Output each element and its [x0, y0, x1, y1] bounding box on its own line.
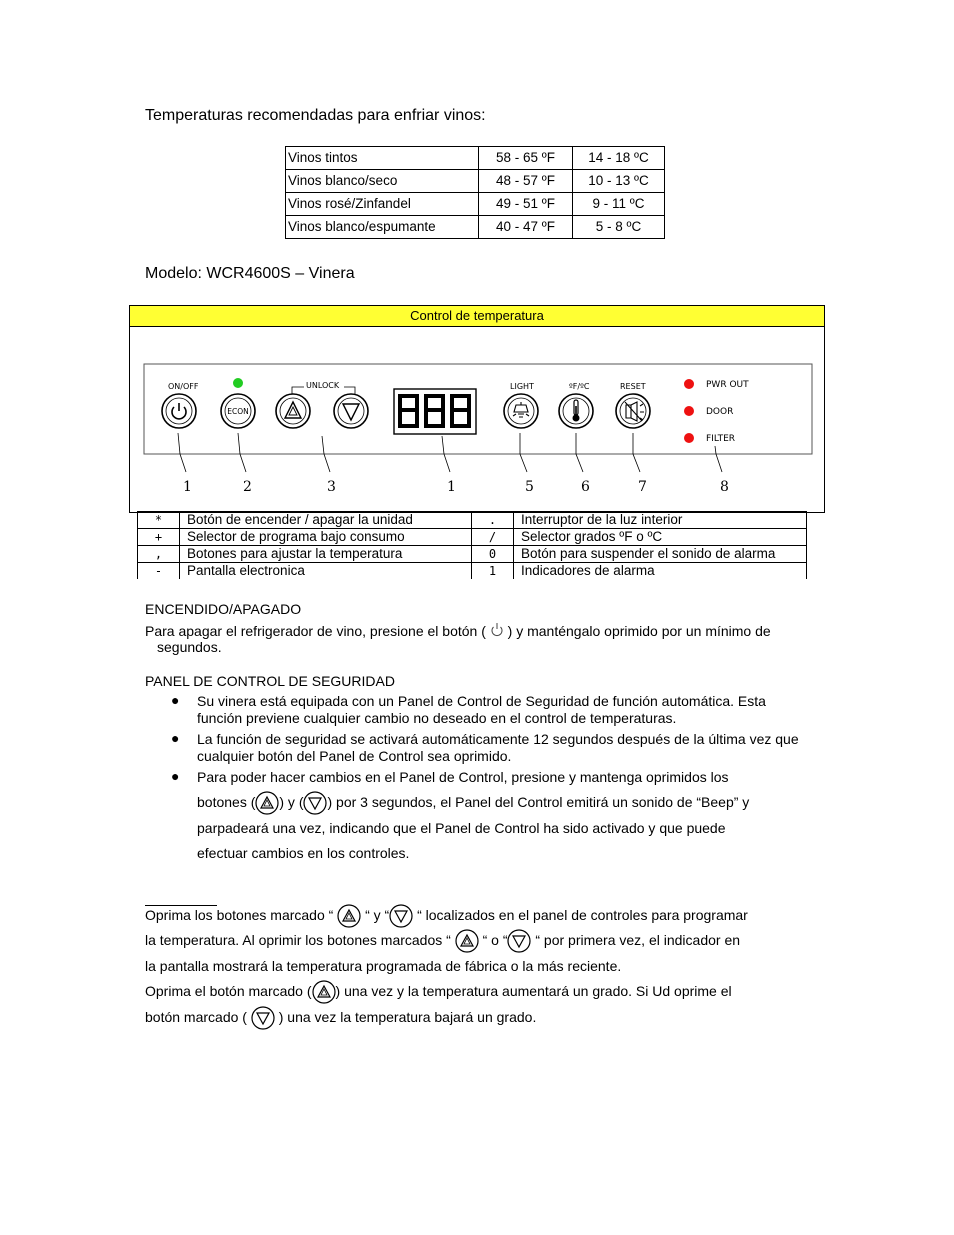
- security-bullet-3-line-4: efectuar cambios en los controles.: [197, 845, 410, 861]
- econ-led-icon: [233, 378, 243, 388]
- fc-label: ºF/ºC: [569, 382, 590, 391]
- temp-c: 5 - 8 ºC: [573, 216, 665, 239]
- onoff-text-c: segundos.: [157, 639, 222, 655]
- temp-up-button[interactable]: [276, 394, 310, 428]
- wine-type: Vinos tintos: [286, 147, 479, 170]
- legend-key: 1: [472, 563, 514, 580]
- temp-line-4: [145, 979, 732, 1004]
- legend-key: ,: [138, 546, 180, 563]
- temp-f: 48 - 57 ºF: [479, 170, 573, 193]
- temperature-display: [394, 389, 476, 434]
- callout-number: 1: [447, 479, 456, 495]
- callout-number: 2: [243, 479, 252, 495]
- security-bullet-2: La función de seguridad se activará automáticamente 12 segundos después de la última vez que cualquier botón del Panel de Control sea oprimido.: [197, 731, 799, 764]
- page-title: Temperaturas recomendadas para enfriar vinos:: [145, 107, 486, 124]
- temp-f: 58 - 65 ºF: [479, 147, 573, 170]
- light-button[interactable]: [504, 394, 538, 428]
- onoff-text-a: Para apagar el refrigerador de vino, presione el botón (: [145, 623, 486, 639]
- pwr-out-led-icon: [684, 379, 694, 389]
- table-row: [138, 529, 807, 546]
- bullet-icon: ●: [171, 692, 180, 708]
- wine-type: Vinos rosé/Zinfandel: [286, 193, 479, 216]
- legend-desc: Botón de encender / apagar la unidad: [180, 512, 472, 529]
- panel-header: Control de temperatura: [130, 306, 824, 327]
- legend-desc: Botones para ajustar la temperatura: [180, 546, 472, 563]
- table-row: [286, 216, 665, 239]
- reset-button[interactable]: [616, 394, 650, 428]
- table-row: [138, 512, 807, 529]
- up-triangle-icon: [312, 980, 336, 1004]
- temp-down-button[interactable]: [334, 394, 368, 428]
- callout-number: 6: [581, 479, 590, 495]
- econ-label: ECON: [227, 407, 249, 416]
- light-label: LIGHT: [510, 382, 534, 391]
- power-icon: [490, 622, 504, 638]
- table-row: [138, 563, 807, 580]
- pwr-out-label: PWR OUT: [706, 380, 749, 390]
- table-row: [286, 193, 665, 216]
- table-row: [286, 170, 665, 193]
- callout-number: 5: [525, 479, 534, 495]
- legend-key: *: [138, 512, 180, 529]
- econ-button[interactable]: [221, 394, 255, 428]
- temp-f: 40 - 47 ºF: [479, 216, 573, 239]
- callout-number: 8: [720, 479, 729, 495]
- legend-key: 0: [472, 546, 514, 563]
- security-bullet-3-line-3: parpadeará una vez, indicando que el Panel de Control ha sido activado y que puede: [197, 820, 726, 836]
- onoff-paragraph: [145, 622, 815, 640]
- bullet-icon: ●: [171, 730, 180, 746]
- security-heading: PANEL DE CONTROL DE SEGURIDAD: [145, 673, 395, 689]
- legend-desc: Selector grados ºF o ºC: [514, 529, 807, 546]
- text: botones (: [197, 794, 256, 810]
- wine-type: Vinos blanco/espumante: [286, 216, 479, 239]
- callout-number: 1: [183, 479, 192, 495]
- text: ) una vez y la temperatura aumentará un grado. Si Ud oprime el: [335, 983, 732, 999]
- table-row: [138, 546, 807, 563]
- down-triangle-icon: [389, 904, 413, 928]
- legend-key: +: [138, 529, 180, 546]
- wine-type: Vinos blanco/seco: [286, 170, 479, 193]
- security-bullet-1: Su vinera está equipada con un Panel de Control de Seguridad de función automática. Esta función previene cualquier cambio no deseado en el control de temperaturas.: [197, 693, 766, 726]
- panel-illustration: [130, 306, 824, 512]
- up-triangle-icon: [455, 929, 479, 953]
- temp-line-5: [145, 1005, 536, 1030]
- callout-number: 7: [638, 479, 647, 495]
- text: Oprima los botones marcado “: [145, 907, 334, 923]
- down-triangle-icon: [303, 791, 327, 815]
- text: Oprima el botón marcado (: [145, 983, 312, 999]
- temp-line-1: [145, 903, 748, 928]
- temp-line-3: la pantalla mostrará la temperatura programada de fábrica o la más reciente.: [145, 958, 622, 974]
- legend-key: -: [138, 563, 180, 580]
- control-panel-diagram: [129, 305, 825, 513]
- text: ) una vez la temperatura bajará un grado.: [278, 1009, 537, 1025]
- onoff-heading: ENCENDIDO/APAGADO: [145, 601, 302, 617]
- legend-desc: Selector de programa bajo consumo: [180, 529, 472, 546]
- legend-table: [137, 511, 807, 579]
- temperature-table: [285, 146, 665, 239]
- text: “ localizados en el panel de controles para programar: [417, 907, 748, 923]
- temp-f: 49 - 51 ºF: [479, 193, 573, 216]
- model-heading: Modelo: WCR4600S – Vinera: [145, 265, 355, 282]
- text: la temperatura. Al oprimir los botones marcados “: [145, 932, 451, 948]
- security-bullet-3-line-2: [197, 790, 807, 815]
- door-label: DOOR: [706, 407, 734, 417]
- down-triangle-icon: [251, 1006, 275, 1030]
- down-triangle-icon: [507, 929, 531, 953]
- legend-desc: Botón para suspender el sonido de alarma: [514, 546, 807, 563]
- filter-led-icon: [684, 433, 694, 443]
- up-triangle-icon: [337, 904, 361, 928]
- temp-line-2: [145, 928, 740, 953]
- filter-label: FILTER: [706, 434, 736, 444]
- text: “ y “: [365, 907, 390, 923]
- text: “ por primera vez, el indicador en: [535, 932, 741, 948]
- onoff-text-b: ) y manténgalo oprimido por un mínimo de: [507, 623, 771, 639]
- temp-c: 10 - 13 ºC: [573, 170, 665, 193]
- temp-c: 14 - 18 ºC: [573, 147, 665, 170]
- legend-desc: Pantalla electronica: [180, 563, 472, 580]
- security-bullet-3-line-1: Para poder hacer cambios en el Panel de Control, presione y mantenga oprimidos los: [197, 769, 729, 785]
- unlock-label: UNLOCK: [306, 381, 340, 390]
- power-button[interactable]: [162, 394, 196, 428]
- legend-desc: Indicadores de alarma: [514, 563, 807, 580]
- onoff-label: ON/OFF: [168, 382, 199, 391]
- up-triangle-icon: [255, 791, 279, 815]
- reset-label: RESET: [620, 382, 646, 391]
- bullet-icon: ●: [171, 768, 180, 784]
- legend-key: .: [472, 512, 514, 529]
- table-row: [286, 147, 665, 170]
- text: ) y (: [279, 794, 304, 810]
- text: botón marcado (: [145, 1009, 247, 1025]
- door-led-icon: [684, 406, 694, 416]
- temp-c: 9 - 11 ºC: [573, 193, 665, 216]
- legend-desc: Interruptor de la luz interior: [514, 512, 807, 529]
- fc-button[interactable]: [559, 394, 593, 428]
- text: “ o “: [482, 932, 508, 948]
- text: ) por 3 segundos, el Panel del Control emitirá un sonido de “Beep” y: [327, 794, 750, 810]
- legend-key: /: [472, 529, 514, 546]
- callout-number: 3: [327, 479, 336, 495]
